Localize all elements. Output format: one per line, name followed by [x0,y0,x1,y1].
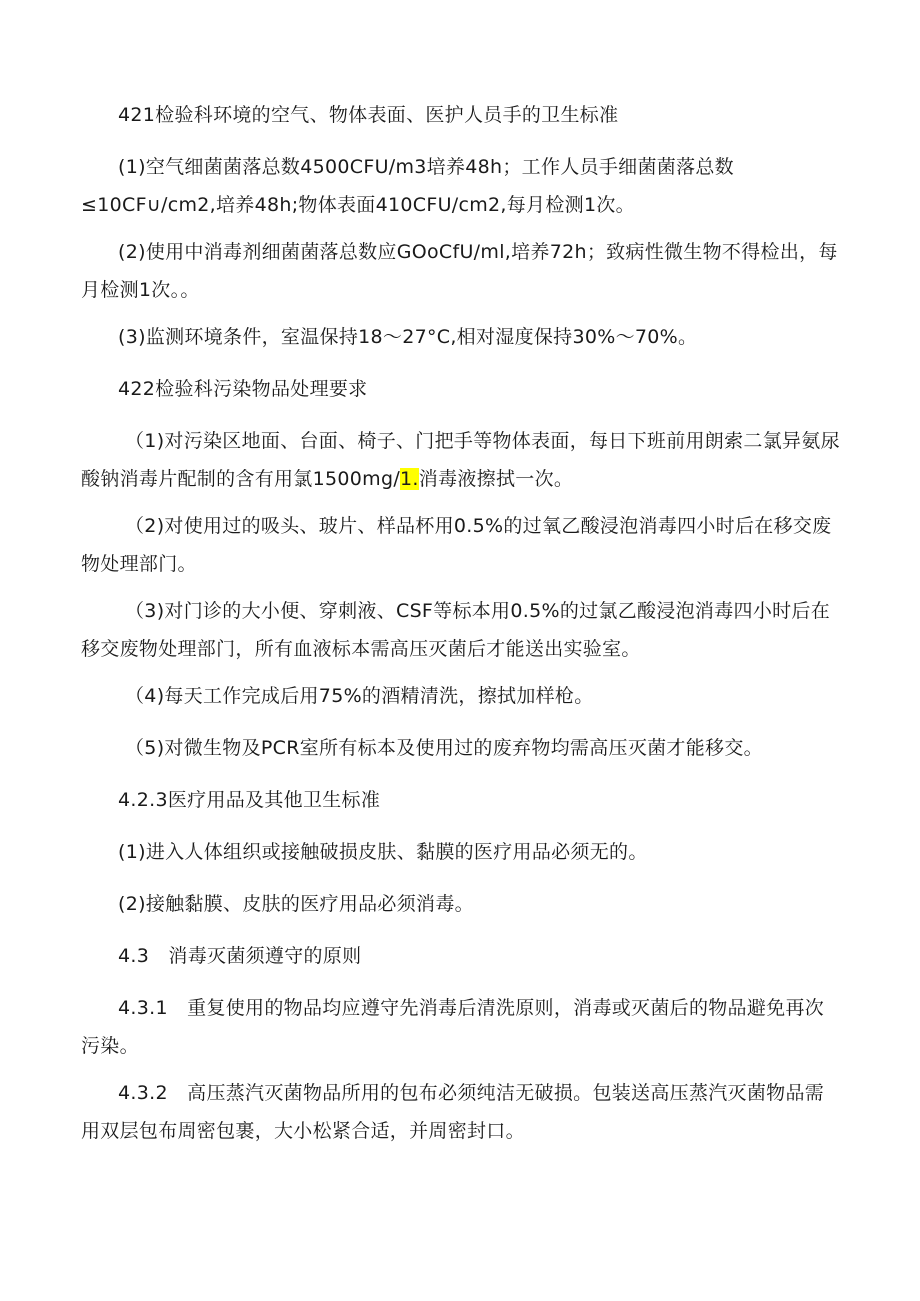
highlighted-text: 1. [400,468,419,490]
paragraph-surface-disinfection [81,422,841,498]
paragraph-text-after-highlight: 消毒液擦拭一次。 [418,468,574,490]
paragraph-text-before-highlight: （1)对污染区地面、台面、椅子、门把手等物体表面，每日下班前用朗索二氯异氨尿酸钠消毒片配制的含有用氯1500mg∕ [81,430,840,490]
paragraph-pcr-waste: （5)对微生物及PCR室所有标本及使用过的废弃物均需高压灭菌才能移交。 [125,737,763,759]
paragraph-4-3-2: 4.3.2 高压蒸汽灭菌物品所用的包布必须纯洁无破损。包装送高压蒸汽灭菌物品需用双层包布周密包裹，大小松紧合适，并周密封口。 [81,1082,825,1142]
section-heading-4-3: 4.3 消毒灭菌须遵守的原则 [118,945,362,967]
paragraph-environment-conditions: (3)监测环境条件，室温保持18～27°C,相对湿度保持30%～70%。 [118,326,698,348]
section-heading-4-2-3: 4.2.3医疗用品及其他卫生标准 [118,789,381,811]
paragraph-pipette-cleaning: （4)每天工作完成后用75%的酒精清洗，擦拭加样枪。 [125,685,594,707]
paragraph-tips-slides-disinfection: （2)对使用过的吸头、玻片、样品杯用0.5%的过氧乙酸浸泡消毒四小时后在移交废物处理部门。 [81,515,832,575]
paragraph-4-3-1: 4.3.1 重复使用的物品均应遵守先消毒后清洗原则，消毒或灭菌后的物品避免再次污染。 [81,997,825,1057]
paragraph-invasive-items: (1)进入人体组织或接触破损皮肤、黏膜的医疗用品必须无的。 [118,841,648,863]
paragraph-air-bacteria-standard: (1)空气细菌菌落总数4500CFU∕m3培养48h；工作人员手细菌菌落总数≤10CF∪∕cm2,培养48h;物体表面410CFU/cm2,每月检测1次。 [81,156,734,216]
paragraph-mucosa-items: (2)接触黏膜、皮肤的医疗用品必须消毒。 [118,893,474,915]
section-heading-4-2-2: 422检验科污染物品处理要求 [118,378,368,400]
section-heading-4-2-1: 421检验科环境的空气、物体表面、医护人员手的卫生标准 [118,104,619,126]
paragraph-specimen-disinfection: （3)对门诊的大小便、穿刺液、CSF等标本用0.5%的过氯乙酸浸泡消毒四小时后在移交废物处理部门，所有血液标本需高压灭菌后才能送出实验室。 [81,600,831,660]
paragraph-disinfectant-standard: (2)使用中消毒剂细菌菌落总数应GOoCfU/ml,培养72h；致病性微生物不得检出，每月检测1次。。 [81,241,838,301]
